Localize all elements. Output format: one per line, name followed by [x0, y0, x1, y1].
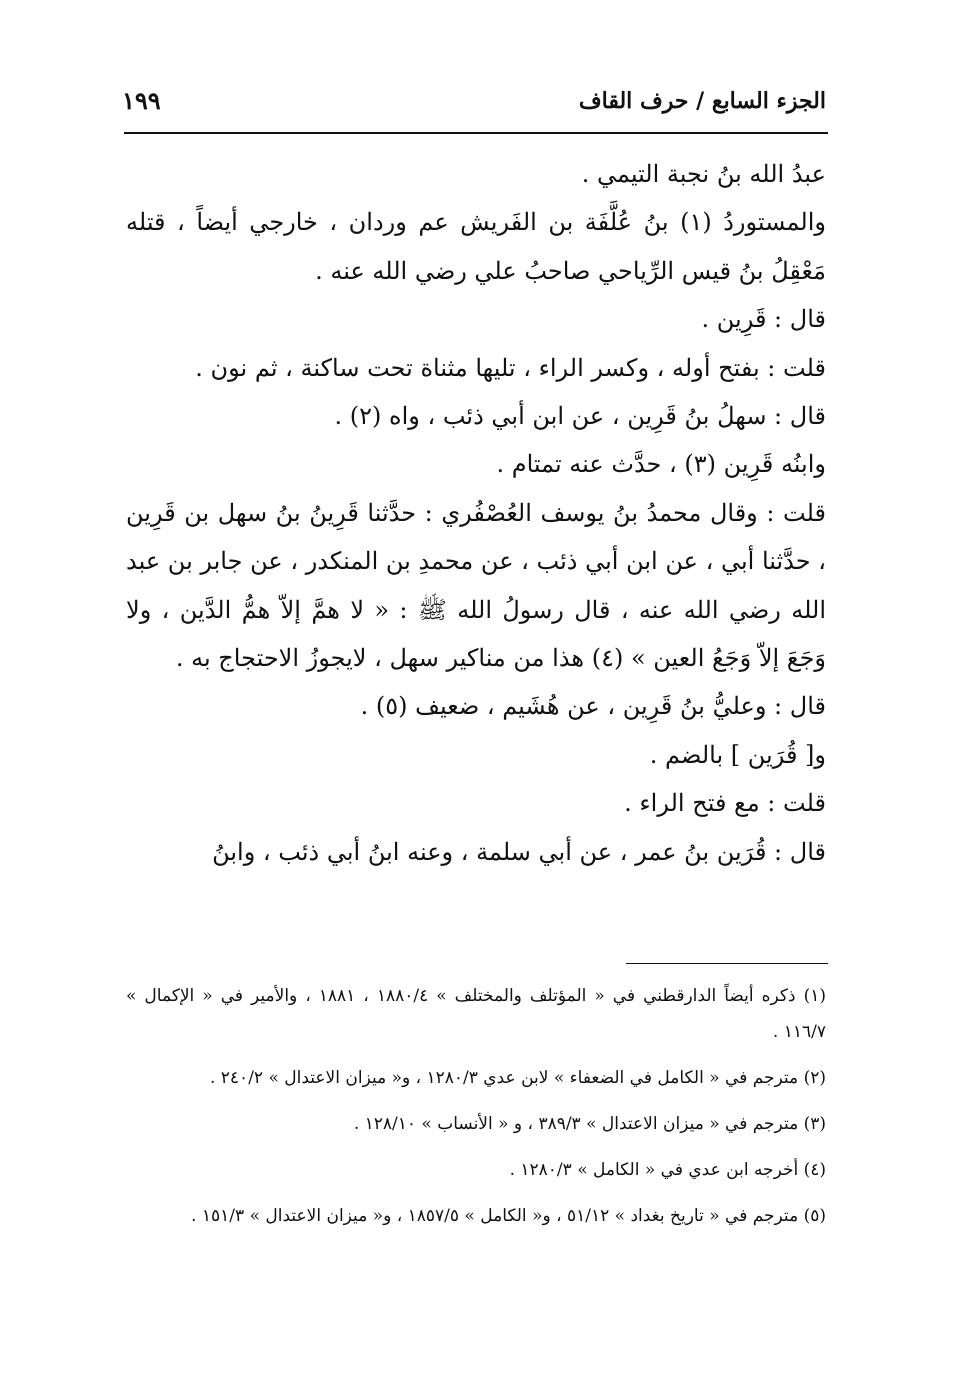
- paragraph: قال : قُرَين بنُ عمر ، عن أبي سلمة ، وعنه ابنُ أبي ذئب ، وابنُ: [212, 837, 826, 866]
- page-number: ١٩٩: [122, 86, 161, 115]
- footnote-separator: [626, 963, 828, 964]
- footnote: (١) ذكره أيضاً الدارقطني في « المؤتلف والمختلف » ١٨٨٠/٤ ، ١٨٨١ ، والأمير في « الإكمال » ١١٦/٧ .: [126, 986, 827, 1042]
- paragraph: عبدُ الله بنُ نجبة التيمي .: [581, 160, 826, 188]
- header-rule: [124, 132, 828, 134]
- paragraph: قلت : مع فتح الراء .: [624, 789, 826, 818]
- paragraph: قلت : وقال محمدُ بنُ يوسف العُصْفُري : حدَّثنا قَرِينُ بنُ سهل بن قَرِين ، حدَّثنا أبي ، عن ابن أبي ذئب ، عن محمدِ بن المنكدر ، عن جابر بن عبد الله رضي الله عنه ، قال رسولُ الله ﷺ : « لا همَّ إلاّ همُّ الدَّين ، ولا وَجَعَ إلاّ وَجَعُ العين » (٤) هذا من مناكير سهل ، لايجوزُ الاحتجاج به .: [126, 498, 826, 673]
- footnotes: [126, 978, 826, 1244]
- paragraph: والمستوردُ (١) بنُ عُلَّفَة بن الفَريش عم وردان ، خارجي أيضاً ، قتله مَعْقِلُ بنُ قيس الرِّياحي صاحبُ علي رضي الله عنه .: [126, 208, 827, 285]
- running-header-title: الجزء السابع / حرف القاف: [578, 88, 826, 114]
- paragraph: وابنُه قَرِين (٣) ، حدَّث عنه تمتام .: [496, 450, 826, 479]
- footnote: (٢) مترجم في « الكامل في الضعفاء » لابن عدي ١٢٨٠/٣ ، و« ميزان الاعتدال » ٢٤٠/٢ .: [209, 1068, 826, 1088]
- paragraph: قال : سهلُ بنُ قَرِين ، عن ابن أبي ذئب ، واه (٢) .: [334, 402, 826, 431]
- footnote: (٥) مترجم في « تاريخ بغداد » ٥١/١٢ ، و« الكامل » ١٨٥٧/٥ ، و« ميزان الاعتدال » ١٥١/٣ .: [191, 1206, 826, 1226]
- main-text: [126, 150, 826, 876]
- paragraph: و[ قُرَين ] بالضم .: [649, 740, 826, 769]
- footnote: (٤) أخرجه ابن عدي في « الكامل » ١٢٨٠/٣ .: [509, 1160, 826, 1180]
- paragraph: قلت : بفتح أوله ، وكسر الراء ، تليها مثناة تحت ساكنة ، ثم نون .: [195, 353, 826, 382]
- footnote: (٣) مترجم في « ميزان الاعتدال » ٣٨٩/٣ ، و « الأنساب » ١٢٨/١٠ .: [353, 1114, 826, 1134]
- paragraph: قال : قَرِين .: [701, 305, 826, 334]
- paragraph: قال : وعليُّ بنُ قَرِين ، عن هُشَيم ، ضعيف (٥) .: [360, 692, 826, 721]
